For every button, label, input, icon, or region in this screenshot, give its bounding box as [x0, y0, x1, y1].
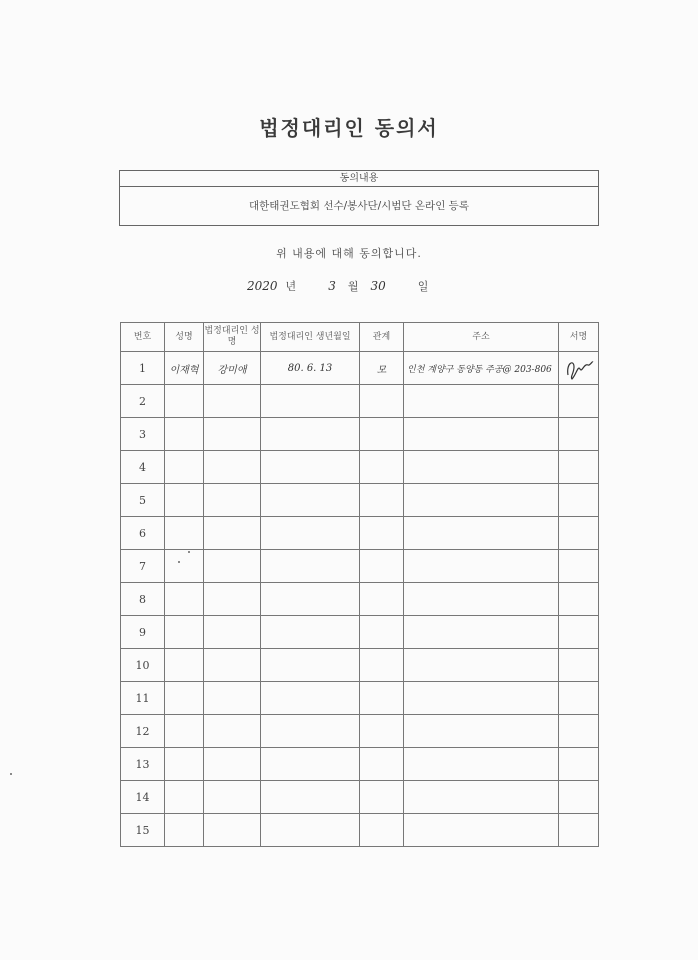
guardian-birthdate [261, 484, 360, 517]
guardian-name [204, 484, 261, 517]
signature-cell [559, 616, 599, 649]
address [404, 748, 559, 781]
relation [360, 616, 404, 649]
guardian-birthdate [261, 781, 360, 814]
table-row [121, 748, 599, 781]
relation: 모 [360, 352, 404, 385]
date-month: 3 [328, 279, 336, 293]
signature-cell [559, 484, 599, 517]
guardian-name [204, 748, 261, 781]
document-title: 법정대리인 동의서 [259, 116, 439, 140]
signature-cell [559, 682, 599, 715]
agreement-statement: 위 내용에 대해 동의합니다. [276, 247, 422, 260]
relation [360, 748, 404, 781]
table-row [121, 385, 599, 418]
guardian-name [204, 550, 261, 583]
signature-cell [559, 583, 599, 616]
student-name [165, 781, 204, 814]
address [404, 616, 559, 649]
consent-header: 동의내용 [120, 171, 598, 187]
guardian-name [204, 583, 261, 616]
row-number: 9 [121, 616, 165, 649]
student-name [165, 451, 204, 484]
relation [360, 715, 404, 748]
row-number: 5 [121, 484, 165, 517]
student-name [165, 385, 204, 418]
address [404, 517, 559, 550]
guardian-name [204, 715, 261, 748]
guardian-birthdate [261, 418, 360, 451]
signature-cell [559, 781, 599, 814]
guardian-name [204, 649, 261, 682]
signature-cell [559, 418, 599, 451]
table-body [121, 352, 599, 847]
row-number: 3 [121, 418, 165, 451]
guardian-birthdate: 80. 6. 13 [261, 352, 360, 385]
relation [360, 814, 404, 847]
handwritten-signature [562, 353, 596, 383]
student-name [165, 715, 204, 748]
relation [360, 781, 404, 814]
signature-cell [559, 814, 599, 847]
table-row [121, 649, 599, 682]
student-name [165, 649, 204, 682]
table-row [121, 517, 599, 550]
guardian-birthdate [261, 385, 360, 418]
student-name [165, 418, 204, 451]
relation [360, 682, 404, 715]
guardian-birthdate [261, 649, 360, 682]
scan-speck [178, 561, 180, 563]
relation [360, 484, 404, 517]
signature-cell [559, 748, 599, 781]
guardian-birthdate [261, 748, 360, 781]
row-number: 2 [121, 385, 165, 418]
address [404, 814, 559, 847]
table-row [121, 682, 599, 715]
relation [360, 418, 404, 451]
relation [360, 451, 404, 484]
date-year-unit: 년 [285, 280, 297, 293]
table-header-row [121, 323, 599, 352]
student-name [165, 583, 204, 616]
relation [360, 385, 404, 418]
address [404, 550, 559, 583]
table-row [121, 550, 599, 583]
date-year: 2020 [247, 279, 278, 293]
address [404, 781, 559, 814]
signature-cell [559, 517, 599, 550]
header-relation: 관계 [360, 323, 404, 352]
date-month-unit: 월 [347, 280, 359, 293]
row-number: 13 [121, 748, 165, 781]
address: 인천 계양구 동양동 주공@ 203-806 [404, 352, 559, 385]
guardian-table [120, 322, 599, 847]
header-guardian-birth: 법정대리인 생년월일 [261, 323, 360, 352]
date-day-unit: 일 [417, 280, 429, 293]
guardian-birthdate [261, 814, 360, 847]
guardian-birthdate [261, 682, 360, 715]
date-line [247, 278, 428, 294]
student-name [165, 517, 204, 550]
guardian-birthdate [261, 583, 360, 616]
header-number: 번호 [121, 323, 165, 352]
table-row [121, 616, 599, 649]
header-address: 주소 [404, 323, 559, 352]
relation [360, 550, 404, 583]
student-name [165, 682, 204, 715]
guardian-name [204, 814, 261, 847]
address [404, 451, 559, 484]
guardian-birthdate [261, 451, 360, 484]
row-number: 11 [121, 682, 165, 715]
row-number: 15 [121, 814, 165, 847]
guardian-name: 강미애 [204, 352, 261, 385]
signature-cell [559, 451, 599, 484]
student-name [165, 484, 204, 517]
signature-cell [559, 352, 599, 385]
table-row [121, 814, 599, 847]
relation [360, 583, 404, 616]
guardian-name [204, 385, 261, 418]
address [404, 682, 559, 715]
row-number: 4 [121, 451, 165, 484]
student-name [165, 550, 204, 583]
guardian-name [204, 781, 261, 814]
student-name [165, 814, 204, 847]
relation [360, 649, 404, 682]
student-name [165, 616, 204, 649]
table-row [121, 451, 599, 484]
student-name [165, 748, 204, 781]
guardian-name [204, 682, 261, 715]
address [404, 418, 559, 451]
guardian-birthdate [261, 715, 360, 748]
guardian-name [204, 451, 261, 484]
scan-speck [10, 773, 12, 775]
address [404, 385, 559, 418]
row-number: 14 [121, 781, 165, 814]
address [404, 715, 559, 748]
signature-cell [559, 550, 599, 583]
guardian-name [204, 418, 261, 451]
date-day: 30 [370, 279, 386, 293]
header-name: 성명 [165, 323, 204, 352]
table-row [121, 781, 599, 814]
student-name: 이재혁 [165, 352, 204, 385]
guardian-name [204, 616, 261, 649]
address [404, 484, 559, 517]
table-row [121, 715, 599, 748]
guardian-name [204, 517, 261, 550]
row-number: 10 [121, 649, 165, 682]
row-number: 1 [121, 352, 165, 385]
guardian-birthdate [261, 616, 360, 649]
row-number: 7 [121, 550, 165, 583]
guardian-birthdate [261, 550, 360, 583]
signature-cell [559, 715, 599, 748]
consent-body: 대한태권도협회 선수/봉사단/시범단 온라인 등록 [249, 200, 469, 212]
row-number: 6 [121, 517, 165, 550]
table-row [121, 583, 599, 616]
table-row [121, 418, 599, 451]
header-signature: 서명 [559, 323, 599, 352]
address [404, 649, 559, 682]
row-number: 8 [121, 583, 165, 616]
row-number: 12 [121, 715, 165, 748]
relation [360, 517, 404, 550]
consent-box [119, 170, 599, 226]
guardian-birthdate [261, 517, 360, 550]
scan-speck [188, 551, 190, 553]
table-row [121, 352, 599, 385]
header-guardian-name: 법정대리인 성명 [204, 323, 261, 352]
signature-cell [559, 649, 599, 682]
address [404, 583, 559, 616]
signature-cell [559, 385, 599, 418]
table-row [121, 484, 599, 517]
